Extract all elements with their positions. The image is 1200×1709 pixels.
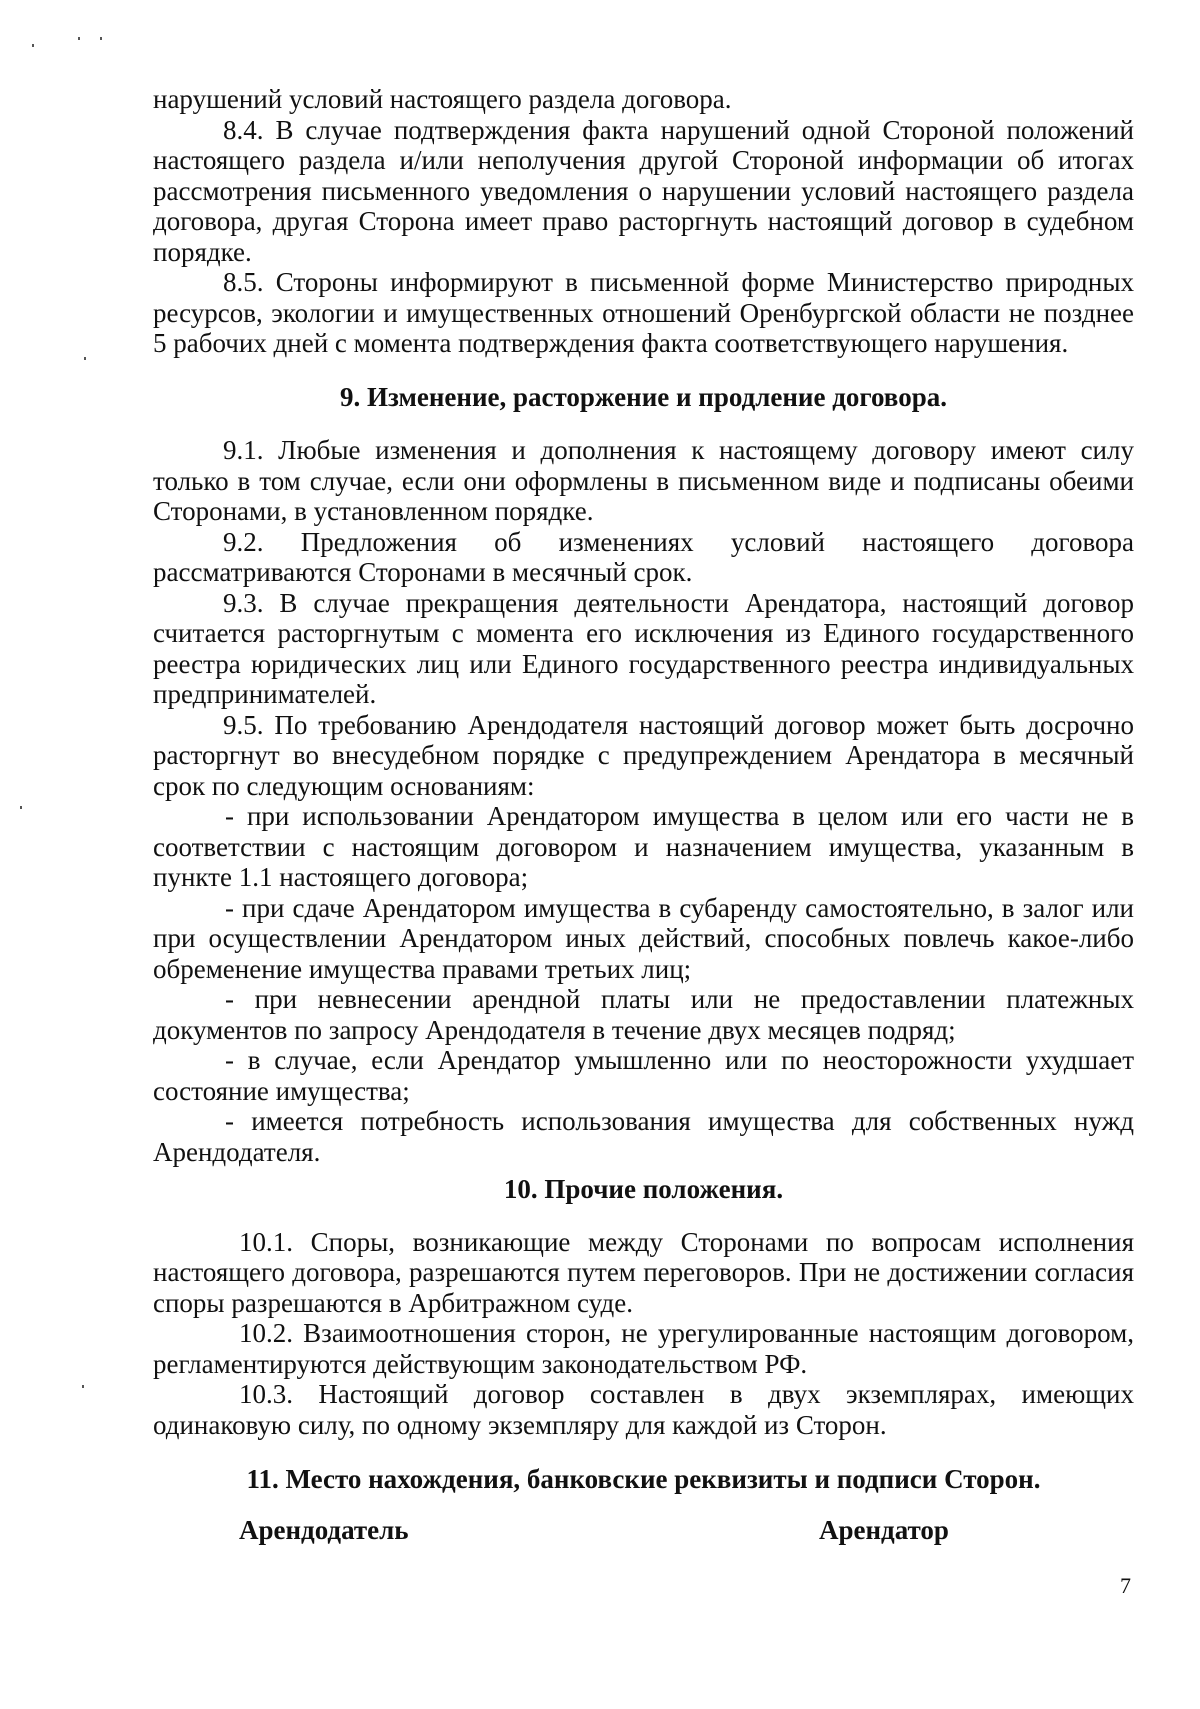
- paragraph-9-5: 9.5. По требованию Арендодателя настоящий договор может быть досрочно расторгнут во внесудебном порядке с предупреждением Арендатора в месячный срок по следующим основаниям:: [153, 709, 1134, 801]
- paragraph-9-2: 9.2. Предложения об изменениях условий настоящего договора рассматриваются Сторонами в месячный срок.: [153, 526, 1134, 587]
- paragraph-10-3: 10.3. Настоящий договор составлен в двух экземплярах, имеющих одинаковую силу, по одному экземпляру для каждой из Сторон.: [153, 1379, 1134, 1440]
- signature-block: [153, 1515, 1134, 1549]
- scan-speck: [82, 1385, 84, 1388]
- scan-speck: [32, 44, 34, 47]
- section-11-heading: 11. Место нахождения, банковские реквизиты и подписи Сторон.: [246, 1464, 1041, 1494]
- tenant-label: Арендатор: [819, 1514, 949, 1545]
- section-10-heading: 10. Прочие положения.: [503, 1174, 784, 1204]
- paragraph-9-3: 9.3. В случае прекращения деятельности Арендатора, настоящий договор считается расторгнутым с момента его исключения из Единого государственного реестра юридических лиц или Единого государственного реестра индивидуальных предпринимателей.: [153, 587, 1134, 709]
- paragraph-10-1: 10.1. Споры, возникающие между Сторонами по вопросам исполнения настоящего договора, разрешаются путем переговоров. При не достижении согласия споры разрешаются в Арбитражном суде.: [153, 1226, 1134, 1318]
- paragraph-8-5: 8.5. Стороны информируют в письменной форме Министерство природных ресурсов, экологии и имущественных отношений Оренбургской области не позднее 5 рабочих дней с момента подтверждения факта соответствующего нарушения.: [153, 267, 1134, 358]
- section-9-heading: 9. Изменение, расторжение и продление договора.: [340, 381, 947, 412]
- scan-speck: [20, 806, 22, 809]
- scan-speck: [100, 37, 102, 40]
- document-page: [153, 84, 1134, 1549]
- list-item: - при сдаче Арендатором имущества в субаренду самостоятельно, в залог или при осуществлении Арендатором иных действий, способных повлечь какое-либо обременение имущества правами третьих лиц;: [153, 892, 1134, 984]
- paragraph-10-2: 10.2. Взаимоотношения сторон, не урегулированные настоящим договором, регламентируются действующим законодательством РФ.: [153, 1318, 1134, 1379]
- list-item: - при невнесении арендной платы или не предоставлении платежных документов по запросу Арендодателя в течение двух месяцев подряд;: [153, 984, 1134, 1045]
- list-item: - имеется потребность использования имущества для собственных нужд Арендодателя.: [153, 1106, 1134, 1167]
- paragraph-9-1: 9.1. Любые изменения и дополнения к настоящему договору имеют силу только в том случае, если они оформлены в письменном виде и подписаны обеими Сторонами, в установленном порядке.: [153, 435, 1134, 526]
- paragraph-8-3-end: нарушений условий настоящего раздела договора.: [153, 84, 732, 114]
- scan-speck: [84, 357, 86, 360]
- list-item: - при использовании Арендатором имущества в целом или его части не в соответствии с настоящим договором и назначением имущества, указанным в пункте 1.1 настоящего договора;: [153, 801, 1134, 892]
- landlord-label: Арендодатель: [239, 1514, 409, 1545]
- scan-speck: [78, 37, 80, 40]
- list-item: - в случае, если Арендатор умышленно или по неосторожности ухудшает состояние имущества;: [153, 1045, 1134, 1106]
- paragraph-8-4: 8.4. В случае подтверждения факта нарушений одной Стороной положений настоящего раздела и/или неполучения другой Стороной информации об итогах рассмотрения письменного уведомления о нарушении условий настоящего раздела договора, другая Сторона имеет право расторгнуть настоящий договор в судебном порядке.: [153, 114, 1134, 267]
- page-number: 7: [1120, 1573, 1131, 1598]
